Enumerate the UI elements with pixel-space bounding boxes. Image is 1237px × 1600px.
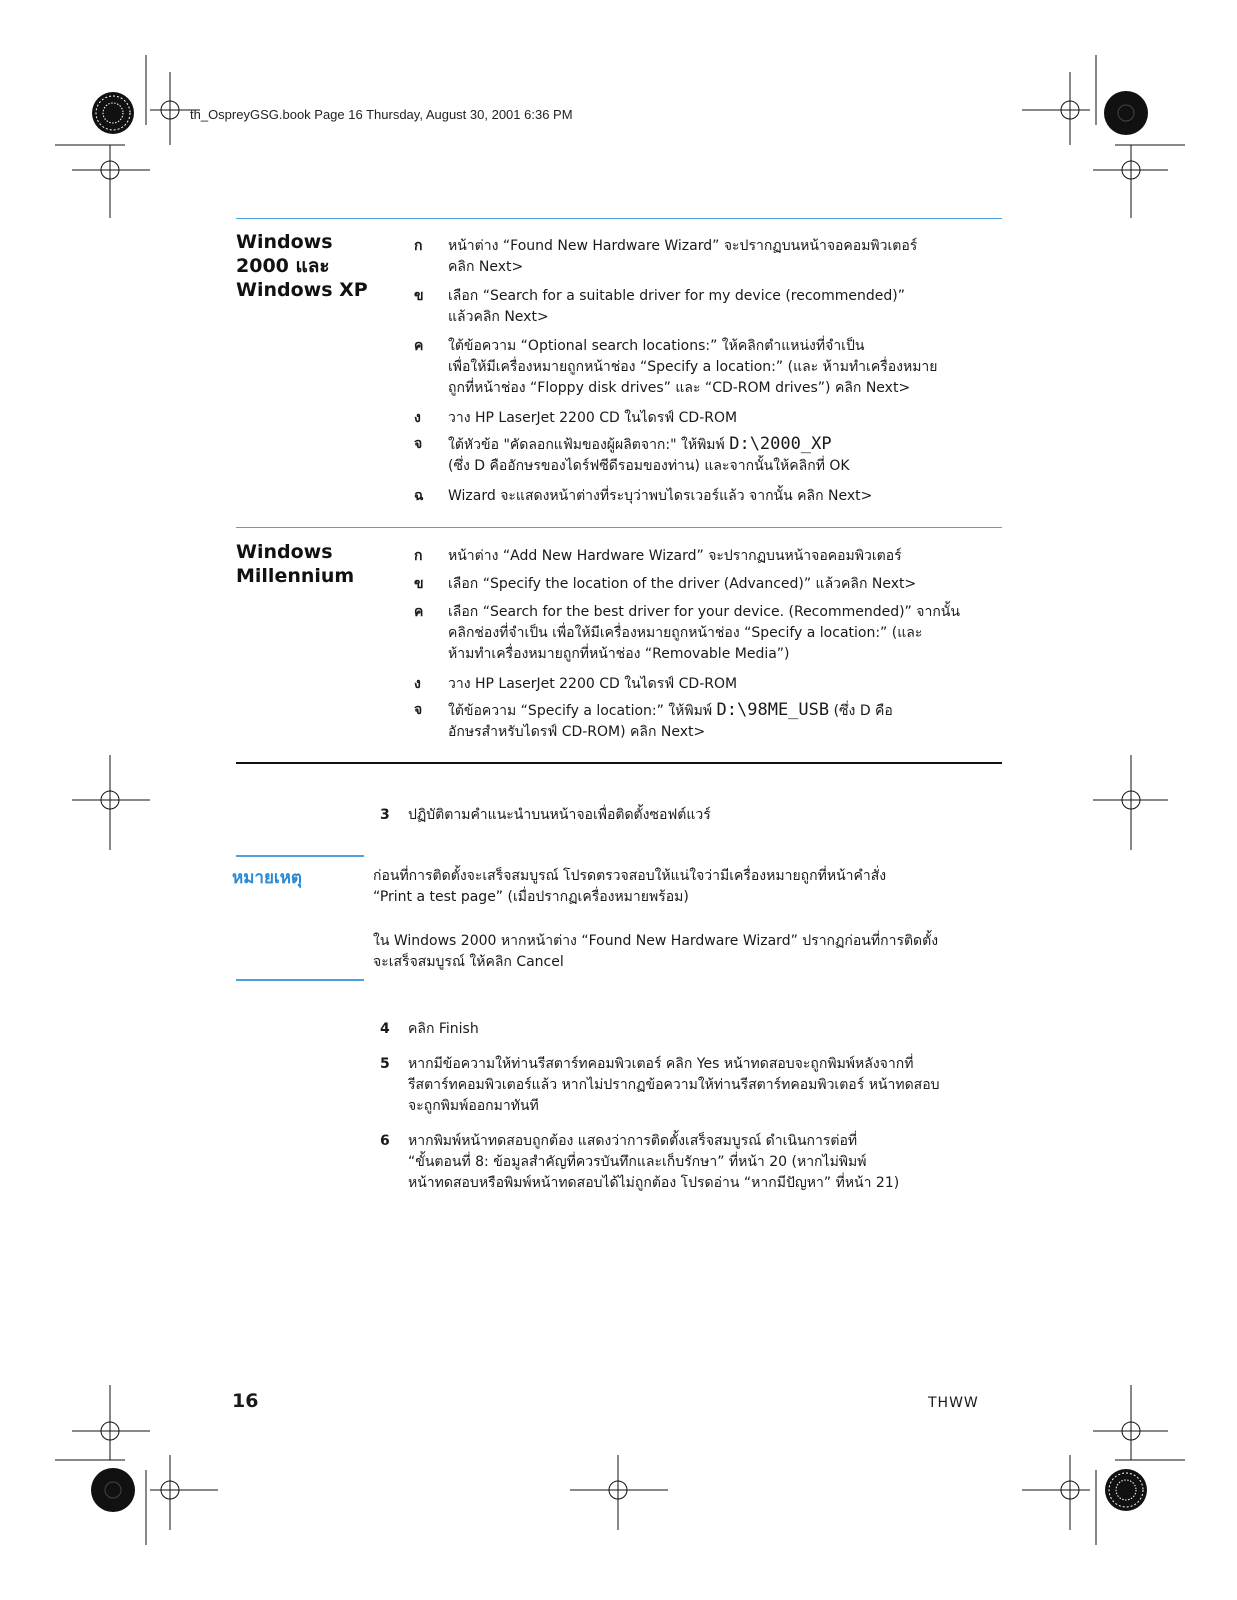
note-bottom-rule xyxy=(236,979,364,981)
section-divider xyxy=(236,218,1002,219)
command-text: D:\2000_XP xyxy=(729,434,832,454)
page-number: 16 xyxy=(232,1390,259,1412)
file-info-header: th_OspreyGSG.book Page 16 Thursday, August 30, 2001 6:36 PM xyxy=(190,107,573,122)
note-paragraph: ใน Windows 2000 หากหน้าต่าง “Found New Hardware Wizard” ปรากฏก่อนที่การติดตั้ง จะเสร็จสมบูรณ์ ให้คลิก Cancel xyxy=(373,933,939,970)
section-divider xyxy=(236,527,1002,528)
note-label: หมายเหตุ xyxy=(232,868,302,888)
note-paragraph: ก่อนที่การติดตั้งจะเสร็จสมบูรณ์ โปรดตรวจสอบให้แน่ใจว่ามีเครื่องหมายถูกที่หน้าคำสั่ง “Print a test page” (เมื่อปรากฏเครื่องหมายพร้อม) xyxy=(373,868,887,905)
document-code: THWW xyxy=(928,1395,979,1411)
section-title-win2000-xp: Windows 2000 และ Windows XP xyxy=(236,231,368,301)
section-title-win-me: Windows Millennium xyxy=(236,541,355,587)
command-text: D:\98ME_USB xyxy=(716,700,830,720)
note-top-rule xyxy=(236,855,364,857)
table-bottom-rule xyxy=(236,762,1002,764)
